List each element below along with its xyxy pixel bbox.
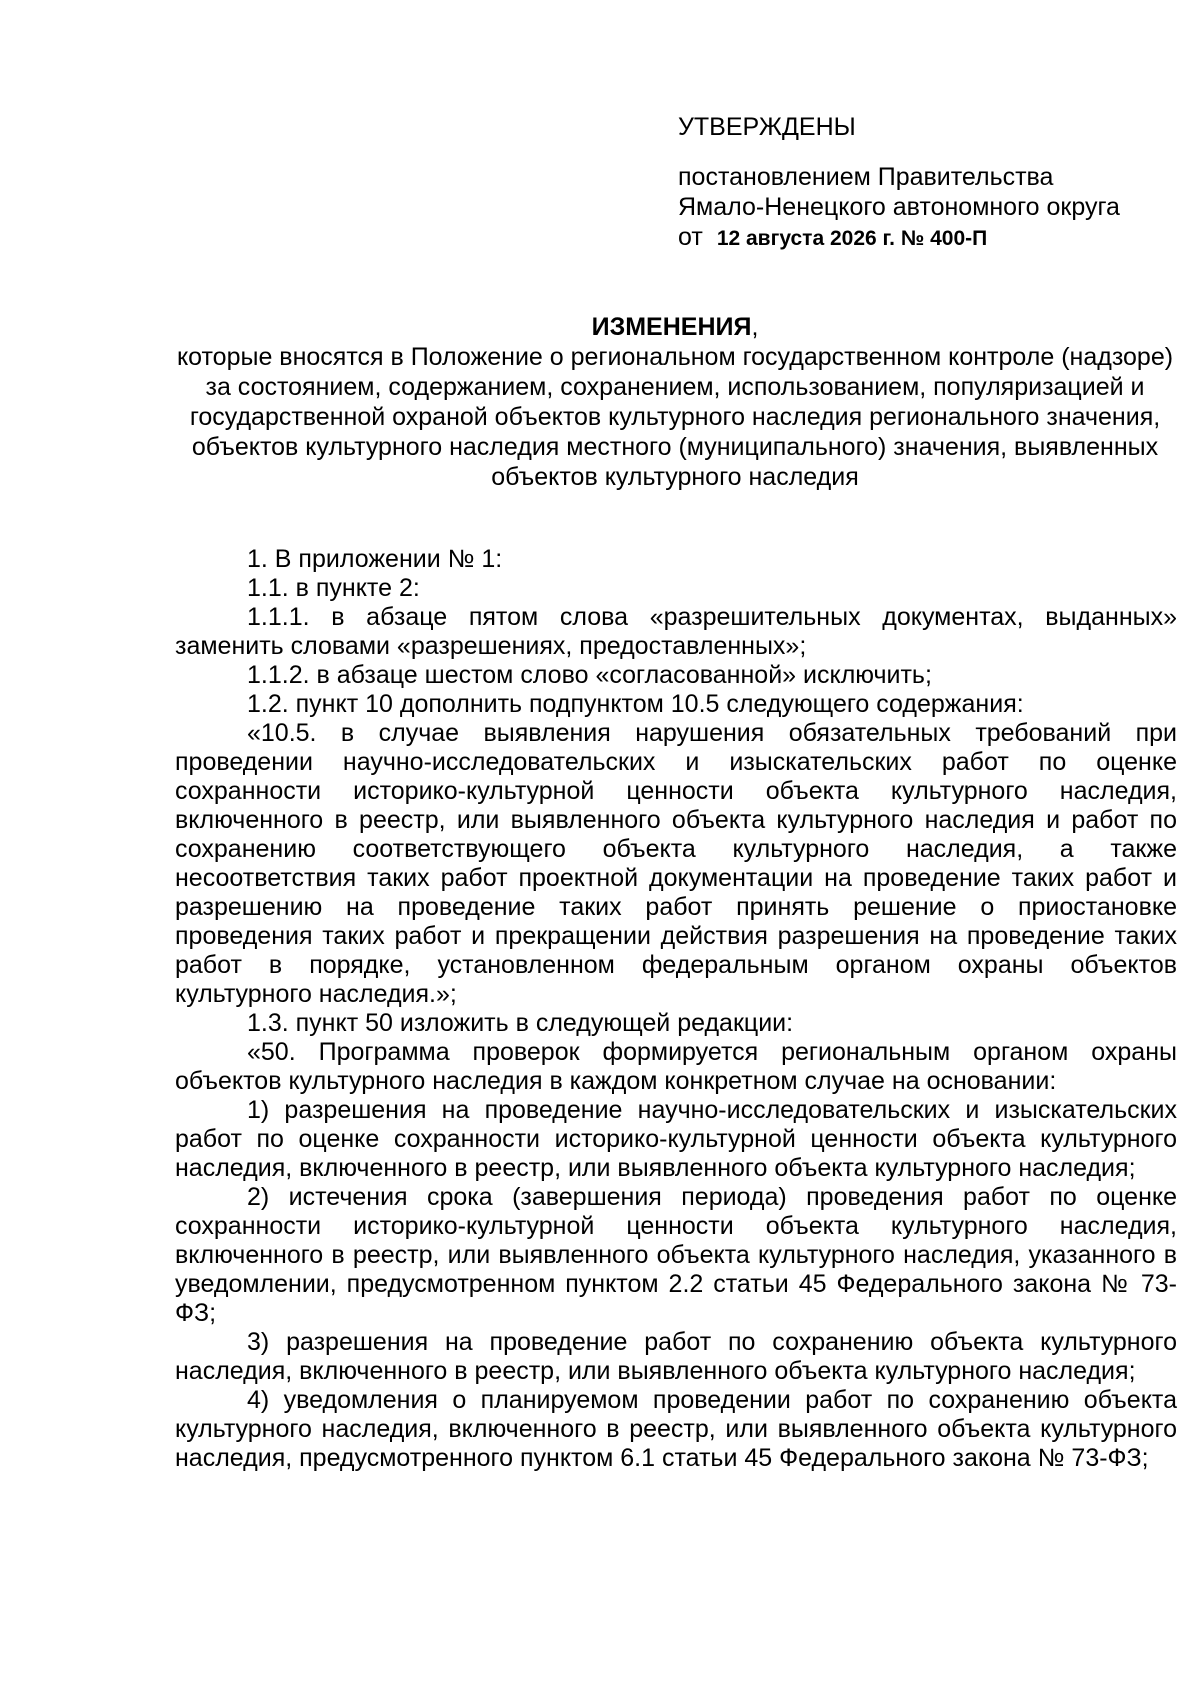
heading-title-comma: , (751, 313, 759, 341)
approval-block (678, 112, 1178, 254)
paragraph-50: «50. Программа проверок формируется региональным органом охраны объектов культурного наследия в каждом конкретном случае на основании: (175, 1038, 1177, 1095)
heading-title: ИЗМЕНЕНИЯ (591, 313, 752, 341)
paragraph-1: 1. В приложении № 1: (247, 545, 503, 573)
paragraph-1-3: 1.3. пункт 50 изложить в следующей редакции: (247, 1009, 794, 1037)
paragraph-10-5: «10.5. в случае выявления нарушения обязательных требований при проведении научно-исследовательских и изыскательских работ по оценке сохранности историко-культурной ценности объекта культурного наследия, включенного в реестр, или выявленного объекта культурного наследия и работ по сохранению соответствующего объекта культурного наследия, а также несоответствия таких работ проектной документации на проведение таких работ и разрешению на проведение таких работ принять решение о приостановке проведения таких работ и прекращении действия разрешения на проведение таких работ в порядке, установленном федеральным органом охраны объектов культурного наследия.»; (175, 719, 1177, 1008)
paragraph-1-2: 1.2. пункт 10 дополнить подпунктом 10.5 следующего содержания: (247, 690, 1024, 718)
approval-number: 12 августа 2026 г. № 400-П (716, 227, 988, 250)
heading-subtitle: которые вносятся в Положение о региональном государственном контроле (надзоре) за состоянием, содержанием, сохранением, использованием, популяризацией и государственной охраной объектов культурного наследия регионального значения, объектов культурного наследия местного (муниципального) значения, выявленных объектов культурного наследия (176, 343, 1174, 491)
document-heading (175, 312, 1175, 492)
list-item-4: 4) уведомления о планируемом проведении работ по сохранению объекта культурного наследия, включенного в реестр, или выявленного объекта культурного наследия, предусмотренного пунктом 6.1 статьи 45 Федерального закона № 73-ФЗ; (175, 1386, 1177, 1472)
heading-title-row (175, 312, 1175, 342)
list-item-2: 2) истечения срока (завершения периода) проведения работ по оценке сохранности историко-культурной ценности объекта культурного наследия, включенного в реестр, или выявленного объекта культурного наследия, указанного в уведомлении, предусмотренном пунктом 2.2 статьи 45 Федерального закона № 73-ФЗ; (175, 1183, 1177, 1327)
approval-line-2: Ямало-Ненецкого автономного округа (678, 193, 1120, 221)
paragraph-1-1-1: 1.1.1. в абзаце пятом слова «разрешительных документах, выданных» заменить словами «разрешениях, предоставленных»; (175, 603, 1177, 660)
approved-stamp: УТВЕРЖДЕНЫ (678, 113, 856, 141)
approval-line-1: постановлением Правительства (678, 163, 1054, 191)
approval-from: от (678, 223, 703, 251)
approval-date-row (678, 222, 1178, 254)
document-body (175, 545, 1177, 1473)
paragraph-1-1: 1.1. в пункте 2: (247, 574, 420, 602)
paragraph-1-1-2: 1.1.2. в абзаце шестом слово «согласованной» исключить; (247, 661, 932, 689)
list-item-3: 3) разрешения на проведение работ по сохранению объекта культурного наследия, включенного в реестр, или выявленного объекта культурного наследия; (175, 1328, 1177, 1385)
list-item-1: 1) разрешения на проведение научно-исследовательских и изыскательских работ по оценке сохранности историко-культурной ценности объекта культурного наследия, включенного в реестр, или выявленного объекта культурного наследия; (175, 1096, 1177, 1182)
